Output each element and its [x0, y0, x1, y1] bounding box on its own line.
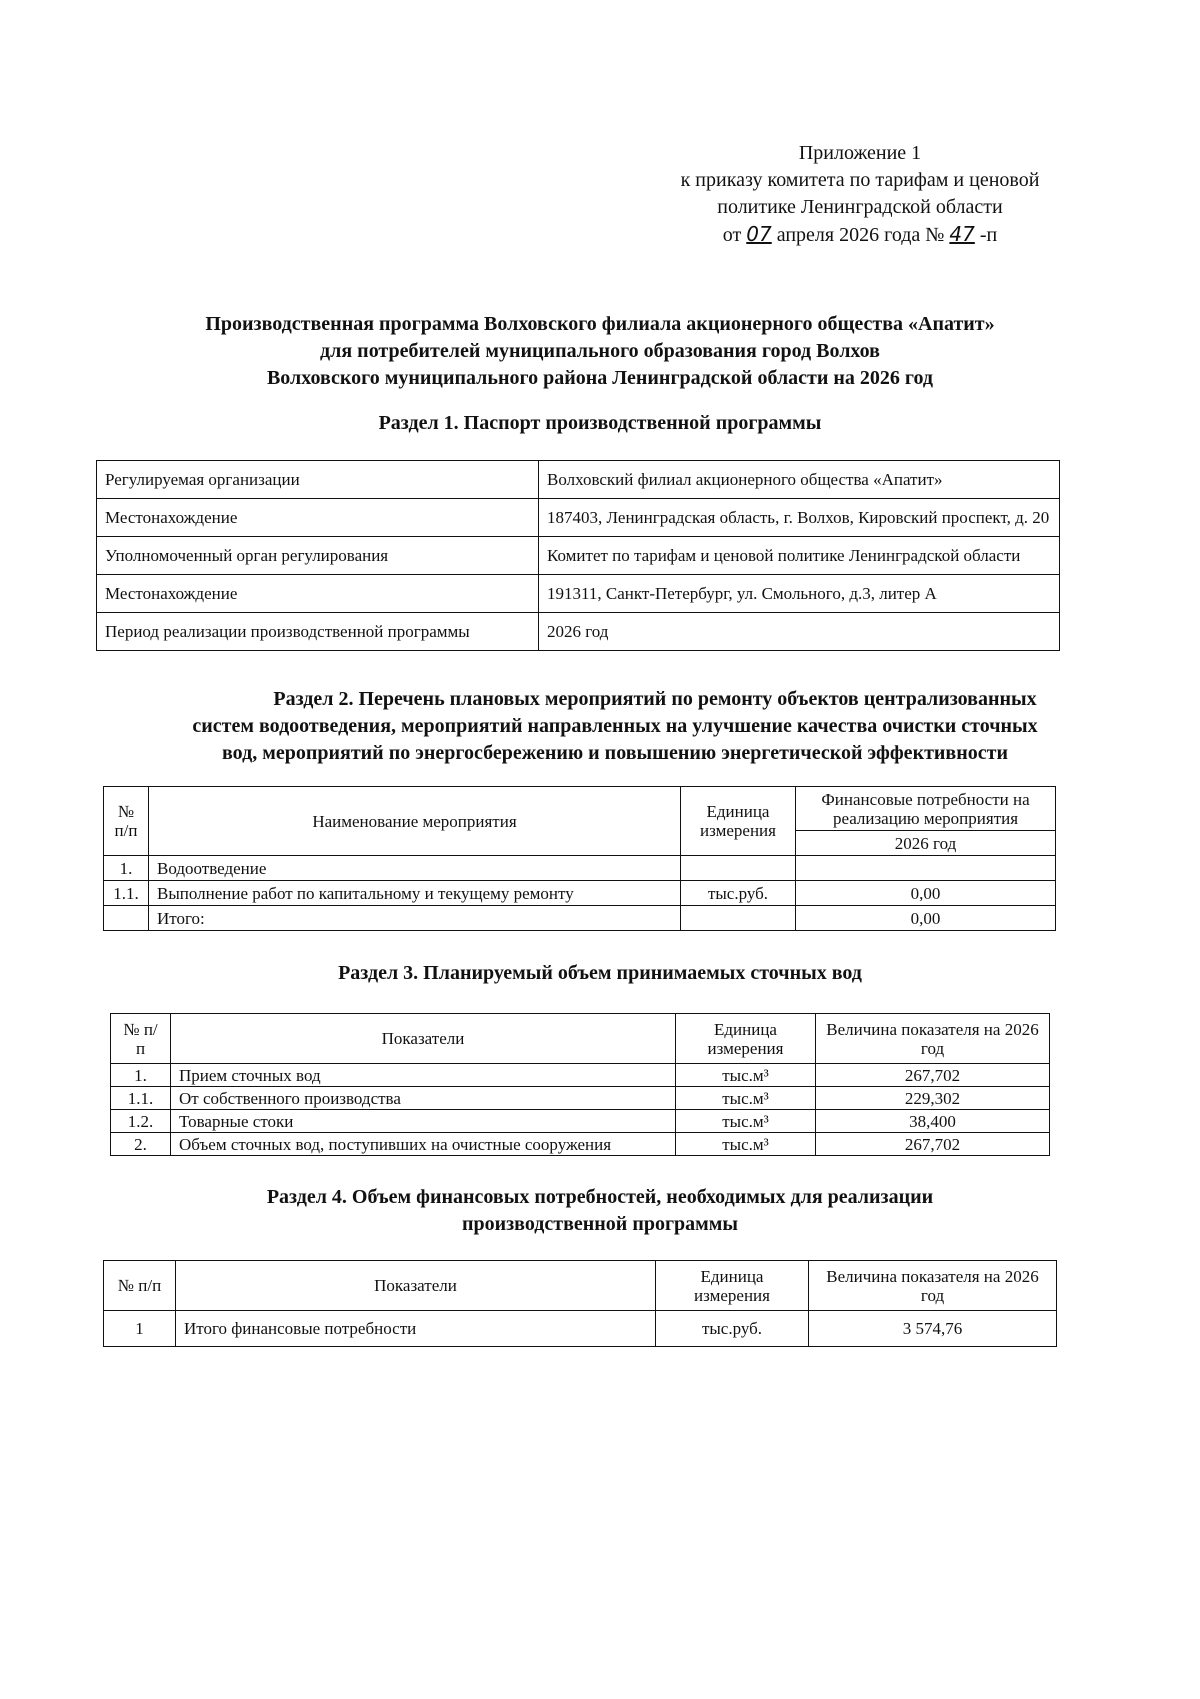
table-row	[97, 537, 1060, 575]
appendix-line: Приложение 1	[798, 142, 922, 164]
finance-table	[103, 1260, 1057, 1347]
table-cell: Объем сточных вод, поступивших на очистные сооружения	[171, 1133, 676, 1156]
header-unit: Единица измерения	[676, 1014, 816, 1064]
title-line: Раздел 4. Объем финансовых потребностей, необходимых для реализации	[266, 1186, 934, 1208]
table-cell: 267,702	[816, 1064, 1050, 1087]
passport-table	[96, 460, 1060, 651]
text: -п	[979, 224, 998, 246]
section3-title: Раздел 3. Планируемый объем принимаемых сточных вод	[338, 962, 862, 984]
table-cell: 229,302	[816, 1087, 1050, 1110]
section2-title	[60, 686, 1170, 767]
table-cell	[796, 856, 1056, 881]
table-row	[111, 1064, 1050, 1087]
header-name: Наименование мероприятия	[149, 787, 681, 856]
table-cell: Прием сточных вод	[171, 1064, 676, 1087]
text: от	[722, 224, 742, 246]
title-line: Раздел 2. Перечень плановых мероприятий по ремонту объектов централизованных	[273, 688, 1037, 710]
table-cell: 0,00	[796, 906, 1056, 931]
title-line: Производственная программа Волховского филиала акционерного общества «Апатит»	[205, 313, 995, 335]
table-cell: 1	[104, 1311, 176, 1347]
table-cell: Товарные стоки	[171, 1110, 676, 1133]
table-cell: тыс.руб.	[681, 881, 796, 906]
table-row	[97, 613, 1060, 651]
table-cell: 1.1.	[111, 1087, 171, 1110]
table-cell: 1.2.	[111, 1110, 171, 1133]
table-cell: Период реализации производственной программы	[97, 613, 539, 651]
table-cell: Местонахождение	[97, 499, 539, 537]
header-unit: Единица измерения	[656, 1261, 809, 1311]
volume-table	[110, 1013, 1050, 1156]
table-cell: 1.	[104, 856, 149, 881]
table-row	[111, 1087, 1050, 1110]
header-value: Величина показателя на 2026 год	[809, 1261, 1057, 1311]
table-cell: тыс.м³	[676, 1087, 816, 1110]
document-title	[60, 311, 1140, 392]
title-line: для потребителей муниципального образования город Волхов	[320, 340, 880, 362]
table-cell: тыс.м³	[676, 1133, 816, 1156]
header-year: 2026 год	[796, 831, 1056, 856]
measures-table	[103, 786, 1056, 931]
header-num: № п/п	[111, 1014, 171, 1064]
header-unit: Единица измерения	[681, 787, 796, 856]
header-num: № п/п	[104, 787, 149, 856]
table-cell	[681, 906, 796, 931]
header-name: Показатели	[176, 1261, 656, 1311]
table-cell: тыс.руб.	[656, 1311, 809, 1347]
table-cell: 3 574,76	[809, 1311, 1057, 1347]
table-cell: 2.	[111, 1133, 171, 1156]
section1-title: Раздел 1. Паспорт производственной программы	[378, 412, 822, 434]
table-cell: Итого финансовые потребности	[176, 1311, 656, 1347]
appendix-date-line	[620, 221, 1100, 249]
table-cell	[681, 856, 796, 881]
table-cell: 267,702	[816, 1133, 1050, 1156]
table-cell: тыс.м³	[676, 1064, 816, 1087]
table-cell: 0,00	[796, 881, 1056, 906]
title-line: Волховского муниципального района Ленинградской области на 2026 год	[266, 367, 934, 389]
table-cell: 187403, Ленинградская область, г. Волхов, Кировский проспект, д. 20	[539, 499, 1060, 537]
table-cell: Комитет по тарифам и ценовой политике Ленинградской области	[539, 537, 1060, 575]
header-value: Величина показателя на 2026 год	[816, 1014, 1050, 1064]
table-cell: Итого:	[149, 906, 681, 931]
handwritten-number: 47	[949, 222, 975, 246]
table-cell: 38,400	[816, 1110, 1050, 1133]
table-cell: тыс.м³	[676, 1110, 816, 1133]
title-line: производственной программы	[461, 1213, 739, 1235]
table-cell: Регулируемая организации	[97, 461, 539, 499]
table-cell: Выполнение работ по капитальному и текущему ремонту	[149, 881, 681, 906]
title-line: вод, мероприятий по энергосбережению и повышению энергетической эффективности	[222, 742, 1008, 764]
table-row	[104, 1311, 1057, 1347]
table-row	[111, 1133, 1050, 1156]
table-cell: 2026 год	[539, 613, 1060, 651]
appendix-header	[620, 140, 1100, 249]
table-cell: Местонахождение	[97, 575, 539, 613]
handwritten-day: 07	[746, 222, 772, 246]
table-row	[104, 906, 1056, 931]
table-row	[97, 575, 1060, 613]
table-row	[104, 856, 1056, 881]
table-cell: От собственного производства	[171, 1087, 676, 1110]
appendix-line: политике Ленинградской области	[717, 196, 1003, 218]
header-num: № п/п	[104, 1261, 176, 1311]
table-cell: 191311, Санкт-Петербург, ул. Смольного, д.3, литер А	[539, 575, 1060, 613]
table-cell: Уполномоченный орган регулирования	[97, 537, 539, 575]
table-row	[111, 1110, 1050, 1133]
table-row	[97, 461, 1060, 499]
section4-title	[60, 1184, 1140, 1238]
title-line: систем водоотведения, мероприятий направленных на улучшение качества очистки сточных	[192, 715, 1038, 737]
table-cell: Водоотведение	[149, 856, 681, 881]
table-row	[97, 499, 1060, 537]
header-name: Показатели	[171, 1014, 676, 1064]
table-cell	[104, 906, 149, 931]
header-fin: Финансовые потребности на реализацию мероприятия	[796, 787, 1056, 831]
table-cell: Волховский филиал акционерного общества «Апатит»	[539, 461, 1060, 499]
table-row	[104, 881, 1056, 906]
table-cell: 1.1.	[104, 881, 149, 906]
text: апреля 2026 года №	[776, 224, 945, 246]
appendix-line: к приказу комитета по тарифам и ценовой	[680, 169, 1040, 191]
table-cell: 1.	[111, 1064, 171, 1087]
